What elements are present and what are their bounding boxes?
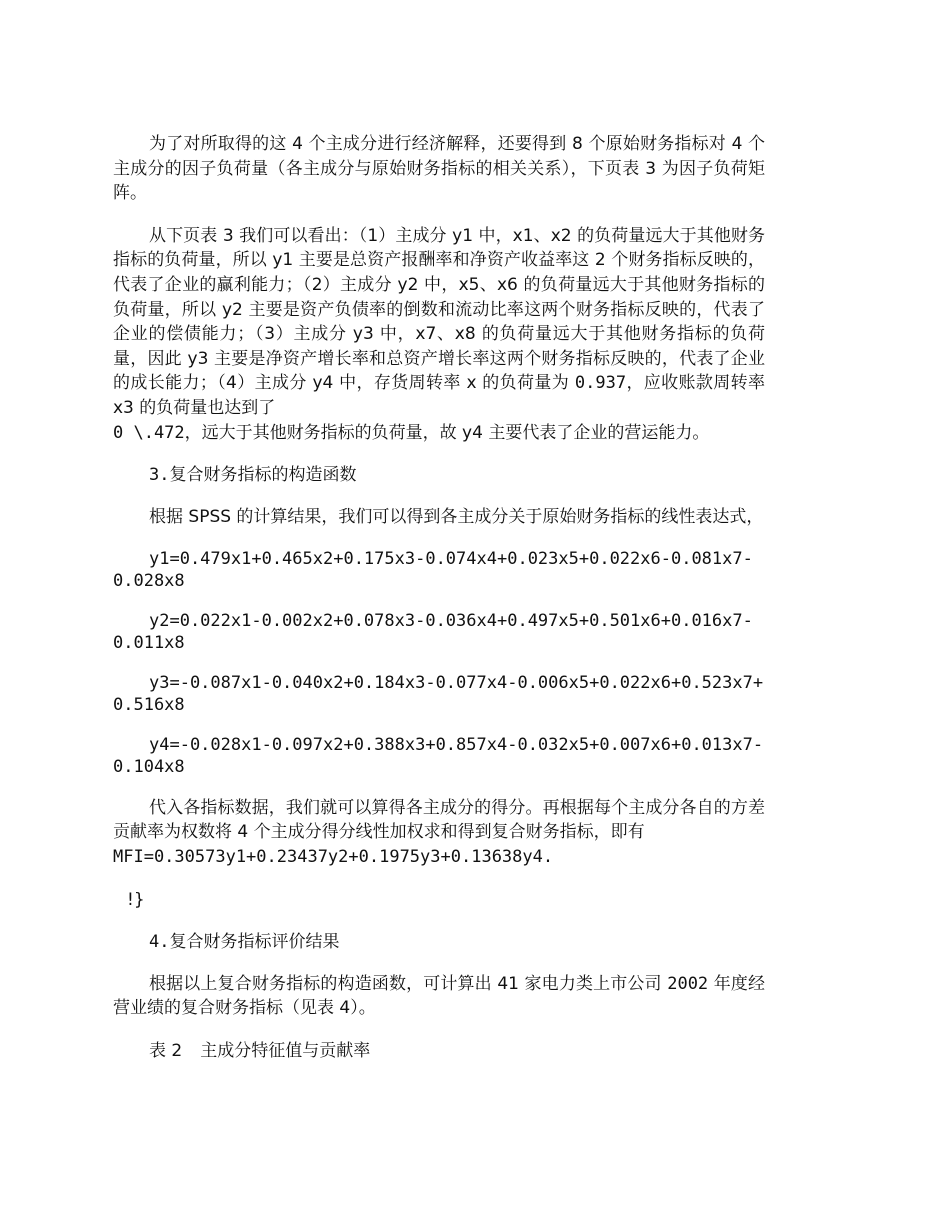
evaluation-text-start: 根据以上复合财务指标的构造函数，可计算出 41 家电力类上市公司	[149, 973, 668, 994]
section-number-3: 3.	[149, 465, 170, 486]
paragraph-evaluation-result	[113, 972, 765, 1021]
loading-value-x3: 0 \.472	[113, 422, 185, 443]
table-caption-title: 主成分特征值与贡献率	[200, 1040, 371, 1061]
formula-y3: y3=-0.087x1-0.040x2+0.184x3-0.077x4-0.006x5+0.022x6+0.523x7+0.516x8	[113, 672, 764, 715]
section-number-4: 4.	[149, 931, 170, 952]
paragraph-weighted-sum	[113, 796, 765, 870]
evaluation-text-end: 年度经营业绩的复合财务指标（见表 4）。	[113, 973, 765, 1019]
document-body	[113, 132, 765, 1081]
paragraph-factor-loading-intro: 为了对所取得的这 4 个主成分进行经济解释，还要得到 8 个原始财务指标对 4 个主成分的因子负荷量（各主成分与原始财务指标的相关关系），下页表 3 为因子负荷矩阵。	[113, 134, 765, 204]
section-title-3: 复合财务指标的构造函数	[169, 465, 357, 486]
paragraph-spss-result: 根据 SPSS 的计算结果，我们可以得到各主成分关于原始财务指标的线性表达式，	[149, 507, 764, 528]
section-heading-4	[113, 930, 765, 954]
stray-symbol: !}	[127, 889, 145, 910]
formula-y2: y2=0.022x1-0.002x2+0.078x3-0.036x4+0.497x5+0.501x6+0.016x7-0.011x8	[113, 610, 753, 653]
analysis-text-mid: ，应收账款周转率 x3 的负荷量也达到了	[113, 373, 766, 418]
formula-mfi: MFI=0.30573y1+0.23437y2+0.1975y3+0.13638y4.	[113, 846, 554, 867]
evaluation-year: 2002	[667, 973, 709, 994]
formula-y1: y1=0.479x1+0.465x2+0.175x3-0.074x4+0.023x5+0.022x6-0.081x7-0.028x8	[113, 548, 753, 591]
analysis-text-start: 从下页表 3 我们可以看出：（1）主成分 y1 中，x1、x2 的负荷量远大于其他财务指标的负荷量，所以 y1 主要是总资产报酬率和净资产收益率这 2 个财务指标反映的，代表了企业的赢利能力；（2）主成分 y2 中，x5、x6 的负荷量远大于其他财务指标的负荷量，所以 y2 主要是资产负债率的倒数和流动比率这两个财务指标反映的，代表了企业的偿债能力；（3）主成分 y3 中，x7、x8 的负荷量远大于其他财务指标的负荷量，因此 y3 主要是净资产增长率和总资产增长率这两个财务指标反映的，代表了企业的成长能力；（4）主成分 y4 中，存货周转率 x 的负荷量为	[113, 225, 765, 394]
table-caption-label: 表 2	[149, 1040, 183, 1061]
loading-value-x: 0.937	[574, 373, 627, 394]
table-caption	[113, 1039, 765, 1063]
formula-y4: y4=-0.028x1-0.097x2+0.388x3+0.857x4-0.032x5+0.007x6+0.013x7-0.104x8	[113, 734, 764, 777]
paragraph-table3-analysis	[113, 224, 765, 445]
section-heading-3	[113, 463, 765, 487]
analysis-text-end: ，远大于其他财务指标的负荷量，故 y4 主要代表了企业的营运能力。	[184, 422, 710, 443]
weighted-sum-text: 代入各指标数据，我们就可以算得各主成分的得分。再根据每个主成分各自的方差贡献率为权数将 4 个主成分得分线性加权求和得到复合财务指标，即有	[113, 797, 765, 843]
section-title-4: 复合财务指标评价结果	[169, 931, 340, 952]
